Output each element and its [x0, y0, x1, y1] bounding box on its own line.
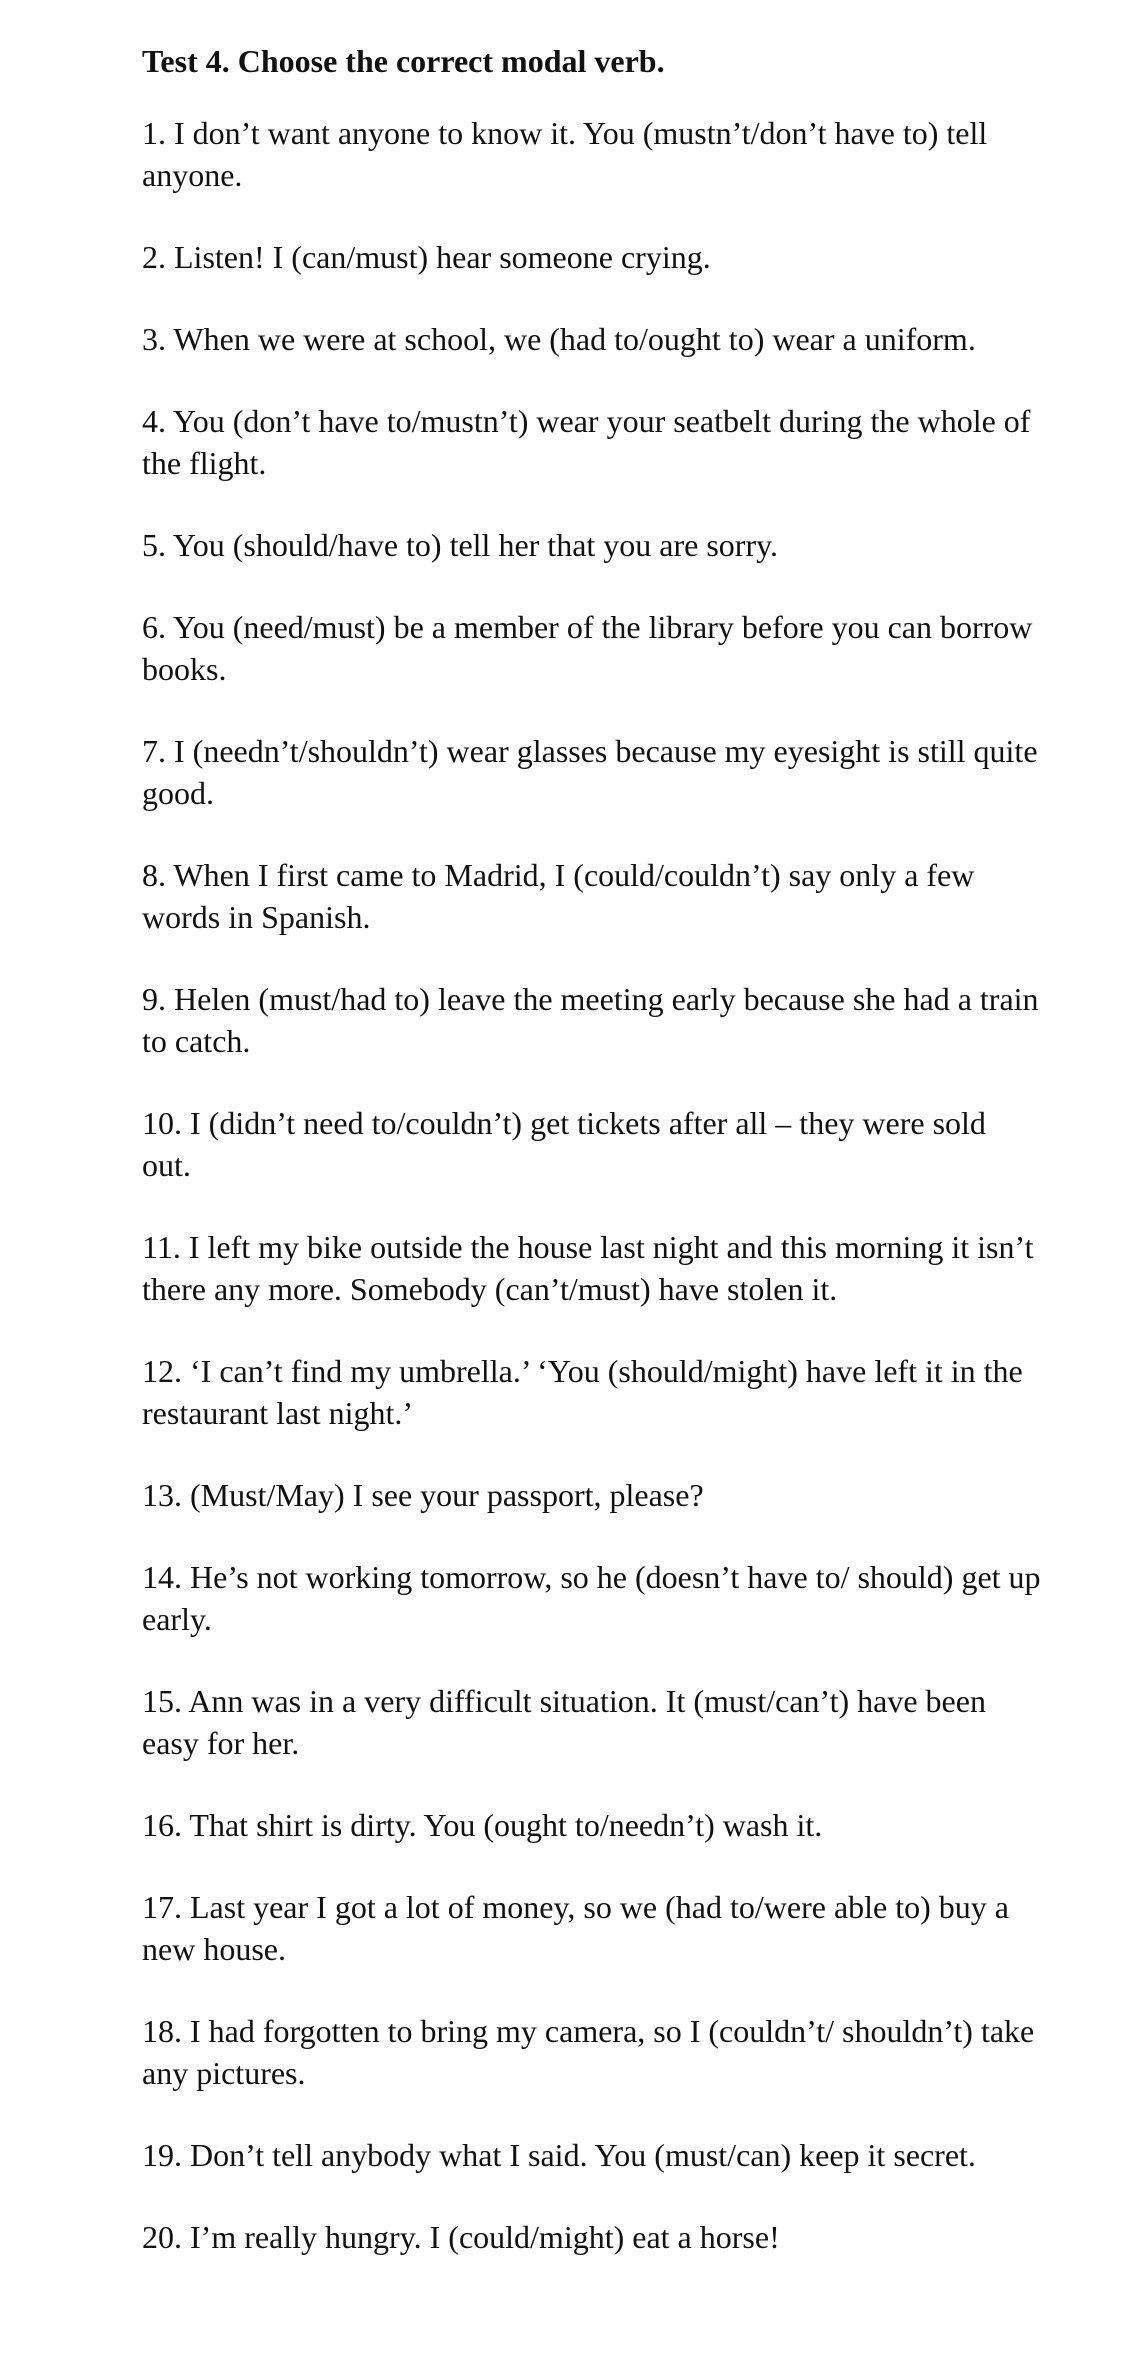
question-item: 17. Last year I got a lot of money, so we (had to/were able to) buy a new house. — [142, 1889, 1009, 1967]
question-item: 20. I’m really hungry. I (could/might) eat a horse! — [142, 2219, 780, 2255]
question-item: 13. (Must/May) I see your passport, please? — [142, 1477, 704, 1513]
worksheet-title: Test 4. Choose the correct modal verb. — [142, 43, 665, 79]
question-list — [142, 112, 1042, 2258]
question-item: 15. Ann was in a very difficult situation. It (must/can’t) have been easy for her. — [142, 1683, 986, 1761]
question-item: 3. When we were at school, we (had to/ought to) wear a uniform. — [142, 321, 976, 357]
question-item: 1. I don’t want anyone to know it. You (mustn’t/don’t have to) tell anyone. — [142, 115, 988, 193]
question-item: 7. I (needn’t/shouldn’t) wear glasses because my eyesight is still quite good. — [142, 733, 1038, 811]
question-item: 2. Listen! I (can/must) hear someone crying. — [142, 239, 711, 275]
question-item: 5. You (should/have to) tell her that you are sorry. — [142, 527, 779, 563]
question-item: 18. I had forgotten to bring my camera, so I (couldn’t/ shouldn’t) take any pictures. — [142, 2013, 1035, 2091]
question-item: 11. I left my bike outside the house last night and this morning it isn’t there any more. Somebody (can’t/must) have stolen it. — [142, 1229, 1034, 1307]
worksheet-page — [142, 40, 1042, 2298]
question-item: 10. I (didn’t need to/couldn’t) get tickets after all – they were sold out. — [142, 1105, 986, 1183]
question-item: 6. You (need/must) be a member of the library before you can borrow books. — [142, 609, 1033, 687]
question-item: 16. That shirt is dirty. You (ought to/needn’t) wash it. — [142, 1807, 823, 1843]
question-item: 4. You (don’t have to/mustn’t) wear your seatbelt during the whole of the flight. — [142, 403, 1031, 481]
question-item: 14. He’s not working tomorrow, so he (doesn’t have to/ should) get up early. — [142, 1559, 1041, 1637]
question-item: 12. ‘I can’t find my umbrella.’ ‘You (should/might) have left it in the restaurant last night.’ — [142, 1353, 1023, 1431]
question-item: 8. When I first came to Madrid, I (could/couldn’t) say only a few words in Spanish. — [142, 857, 975, 935]
question-item: 9. Helen (must/had to) leave the meeting early because she had a train to catch. — [142, 981, 1039, 1059]
question-item: 19. Don’t tell anybody what I said. You (must/can) keep it secret. — [142, 2137, 976, 2173]
